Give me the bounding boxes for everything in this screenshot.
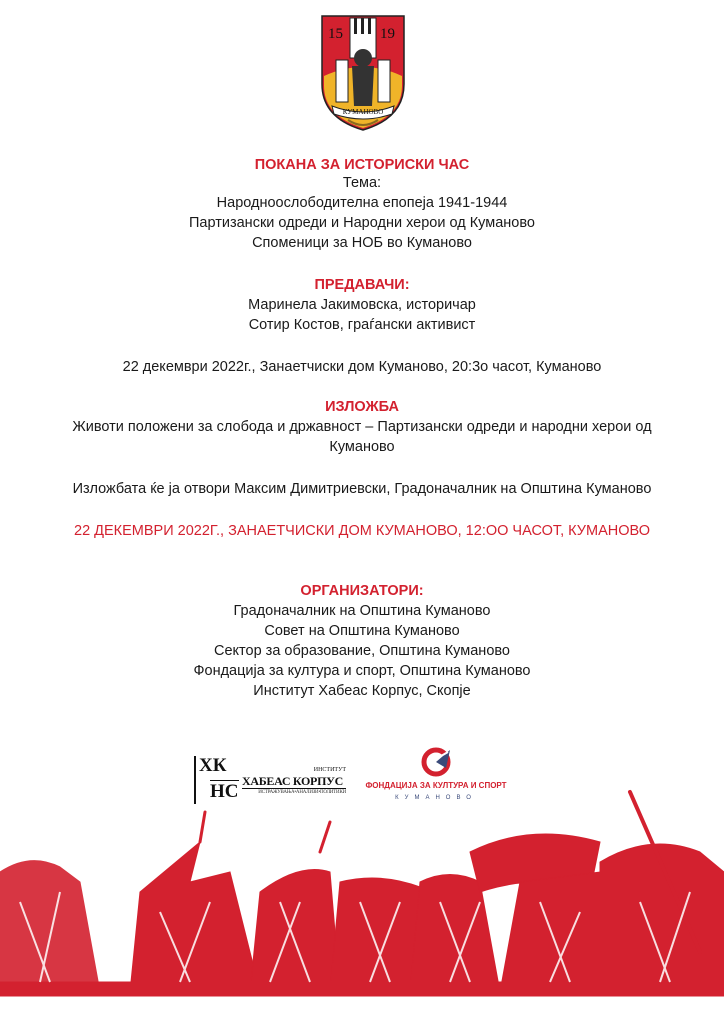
exhibition-title-line1: Животи положени за слобода и државност – Партизански одреди и народни херои од [72,419,652,435]
lecturer: Маринела Јакимовска, историчар [248,297,476,313]
theme-line: Партизански одреди и Народни херои од Куманово [189,215,535,231]
exhibition-opening: Изложбата ќе ја отвори Максим Димитриевски, Градоначалник на Општина Куманово [72,481,652,497]
habeas-corpus-tagline: ИСТРАЖУВАЊА•АНАЛИЗИ•ПОЛИТИКИ [258,790,346,795]
partisan-mural-illustration [0,812,724,1012]
habeas-corpus-institute-label: ИНСТИТУТ [313,767,346,773]
habeas-corpus-monogram-bottom: НС [210,781,239,802]
foundation-culture-sport-logo [365,748,507,804]
organizer: Фондација за култура и спорт, Општина Куманово [193,663,531,679]
habeas-corpus-wordmark [242,766,346,797]
habeas-corpus-monogram [194,756,242,804]
organizer: Институт Хабеас Корпус, Скопје [253,683,471,699]
crest-banner: КУМАНОВО [342,108,384,116]
exhibition-heading: ИЗЛОЖБА [325,399,399,415]
organizer: Сектор за образование, Општина Куманово [214,643,510,659]
crest-year-left: 15 [328,26,343,42]
kumanovo-crest-logo [320,14,406,132]
theme-line: Народноослободителна епопеја 1941-1944 [216,195,508,211]
habeas-corpus-logo [194,756,346,808]
lecturers-heading: ПРЕДАВАЧИ: [314,277,410,293]
habeas-corpus-monogram-top: ХК [199,755,227,776]
organizers-heading: ОРГАНИЗАТОРИ: [300,583,424,599]
organizer: Градоначалник на Општина Куманово [233,603,491,619]
organizer: Совет на Општина Куманово [264,623,460,639]
habeas-corpus-name: ХАБЕАС КОРПУС [242,774,346,789]
invitation-title: ПОКАНА ЗА ИСТОРИСКИ ЧАС [254,157,470,173]
theme-label: Тема: [342,175,382,191]
crest-year-right: 19 [380,26,395,42]
foundation-city: КУМАНОВО [395,795,477,801]
exhibition-event-line: 22 ДЕКЕМВРИ 2022Г., ЗАНАЕТЧИСКИ ДОМ КУМАНОВО, 12:ОО ЧАСОТ, КУМАНОВО [74,523,650,539]
lecture-event-line: 22 декември 2022г., Занаетчиски дом Куманово, 20:3о часот, Куманово [122,359,602,375]
exhibition-title-line2: Куманово [329,439,395,455]
lecturer: Сотир Костов, граѓански активист [248,317,476,333]
foundation-name: ФОНДАЦИЈА ЗА КУЛТУРА И СПОРТ [365,781,507,790]
theme-line: Споменици за НОБ во Куманово [252,235,472,251]
